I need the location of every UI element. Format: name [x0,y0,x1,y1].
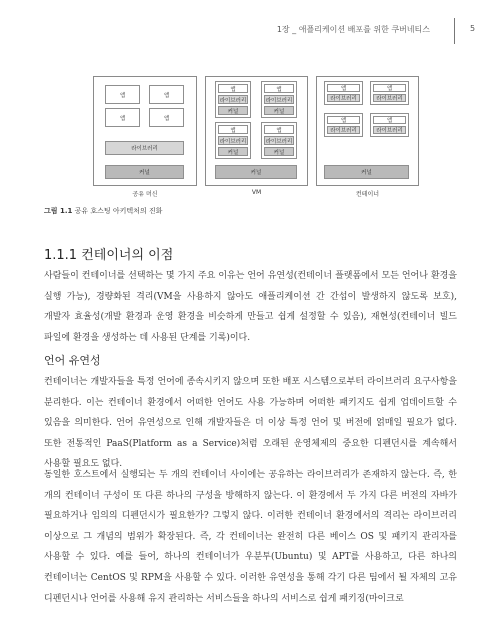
vm-kernel: 커널 [264,147,294,156]
vm-library: 라이브러리 [264,95,294,104]
vm-guest [215,81,251,118]
figure-caption-text: 공유 호스팅 아키텍처의 진화 [74,207,163,215]
section-title: 1.1.1 컨테이너의 이점 [44,248,174,263]
container-app: 앱 [373,116,406,124]
vm-library: 라이브러리 [218,136,248,145]
container-library: 라이브러리 [373,94,406,102]
container-label: 컨테이너 [355,191,380,198]
vm-kernel: 커널 [218,147,248,156]
shared-kernel: 커널 [105,165,184,179]
paragraph-intro: 사람들이 컨테이너를 선택하는 몇 가지 주요 이유는 언어 유연성(컨테이너 플랫폼에서 모든 언어나 환경을 실행 가능), 경량화된 격리(VM을 사용하지 않아도 애플리케이션 간 간섭이 발생하지 않도록 보호), 개발자 효율성(개발 환경과 운영 환경을 비슷하게 만들고 쉽게 설정할 수 있음), 재현성(컨테이너 빌드 파일에 환경을 생성하는 데 사용된 단계를 기록)이다. [44,271,457,343]
vm-guest [261,122,297,159]
paragraph-isolation: 동일한 호스트에서 실행되는 두 개의 컨테이너 사이에는 공유하는 라이브러리가 존재하지 않는다. 즉, 한 개의 컨테이너 구성이 또 다른 하나의 구성을 방해하지 않는다. 이 환경에서 두 가지 다른 버전의 자바가 필요하거나 임의의 디펜던시가 필요한가? 그렇지 않다. 이러한 컨테이너 환경에서의 격리는 라이브러리 이상으로 그 개념의 범위가 확장된다. 즉, 각 컨테이너는 완전히 다른 베이스 OS 및 패키지 관리자를 사용할 수 있다. 예를 들어, 하나의 컨테이너가 우분투(Ubuntu) 및 APT를 사용하고, 다른 하나의 컨테이너는 CentOS 및 RPM을 사용할 수 있다. 이러한 유연성을 통해 각기 다른 팀에서 될 자체의 고유 디펜던시나 언어를 사용해 유지 관리하는 서비스들을 하나의 서비스로 쉽게 패키징(마이크로 [44,470,457,604]
vm-kernel: 커널 [264,106,294,115]
vm-app: 앱 [218,125,248,134]
container-unit [324,81,363,105]
vm-library: 라이브러리 [218,95,248,104]
shared-app: 앱 [149,85,184,104]
container-host-kernel: 커널 [324,165,409,179]
vm-app: 앱 [264,84,294,93]
figure-caption [44,206,162,216]
running-header: 1장 _ 애플리케이션 배포를 위한 쿠버네티스 [276,25,430,34]
header-rule [454,18,455,44]
shared-library: 라이브러리 [105,141,184,155]
container-app: 앱 [327,84,360,92]
shared-machine-panel [93,76,197,186]
vm-label: VM [251,189,262,196]
shared-machine-label: 공유 머신 [132,191,158,198]
container-library: 라이브러리 [373,126,406,134]
container-unit [370,81,409,105]
vm-kernel: 커널 [218,106,248,115]
vm-guest [215,122,251,159]
shared-app: 앱 [105,85,140,104]
page-number: 5 [470,24,476,33]
container-app: 앱 [327,116,360,124]
vm-library: 라이브러리 [264,136,294,145]
container-library: 라이브러리 [327,126,360,134]
container-app: 앱 [373,84,406,92]
container-panel [316,76,419,186]
vm-panel [205,76,308,186]
container-unit [324,113,363,137]
shared-app: 앱 [149,108,184,127]
vm-app: 앱 [218,84,248,93]
figure-number: 그림 1.1 [44,207,73,215]
vm-app: 앱 [264,125,294,134]
vm-host-kernel: 커널 [215,165,297,179]
container-unit [370,113,409,137]
shared-app: 앱 [105,108,140,127]
container-library: 라이브러리 [327,94,360,102]
vm-guest [261,81,297,118]
subheading-language-flexibility: 언어 유연성 [44,354,101,367]
paragraph-language: 컨테이너는 개발자들을 특정 언어에 종속시키지 않으며 또한 배포 시스템으로부터 라이브러리 요구사항을 분리한다. 이는 컨테이너 환경에서 어떠한 언어도 사용 가능하며 어떠한 패키지도 쉽게 업데이트할 수 있음을 의미한다. 언어 유연성으로 인해 개발자들은 더 이상 특정 언어 및 버전에 얽매일 필요가 없다. 또한 전통적인 PaaS(Platform as a Service)처럼 오래된 운영체제의 중요한 디펜던시를 계속해서 사용할 필요도 없다. [44,377,457,470]
